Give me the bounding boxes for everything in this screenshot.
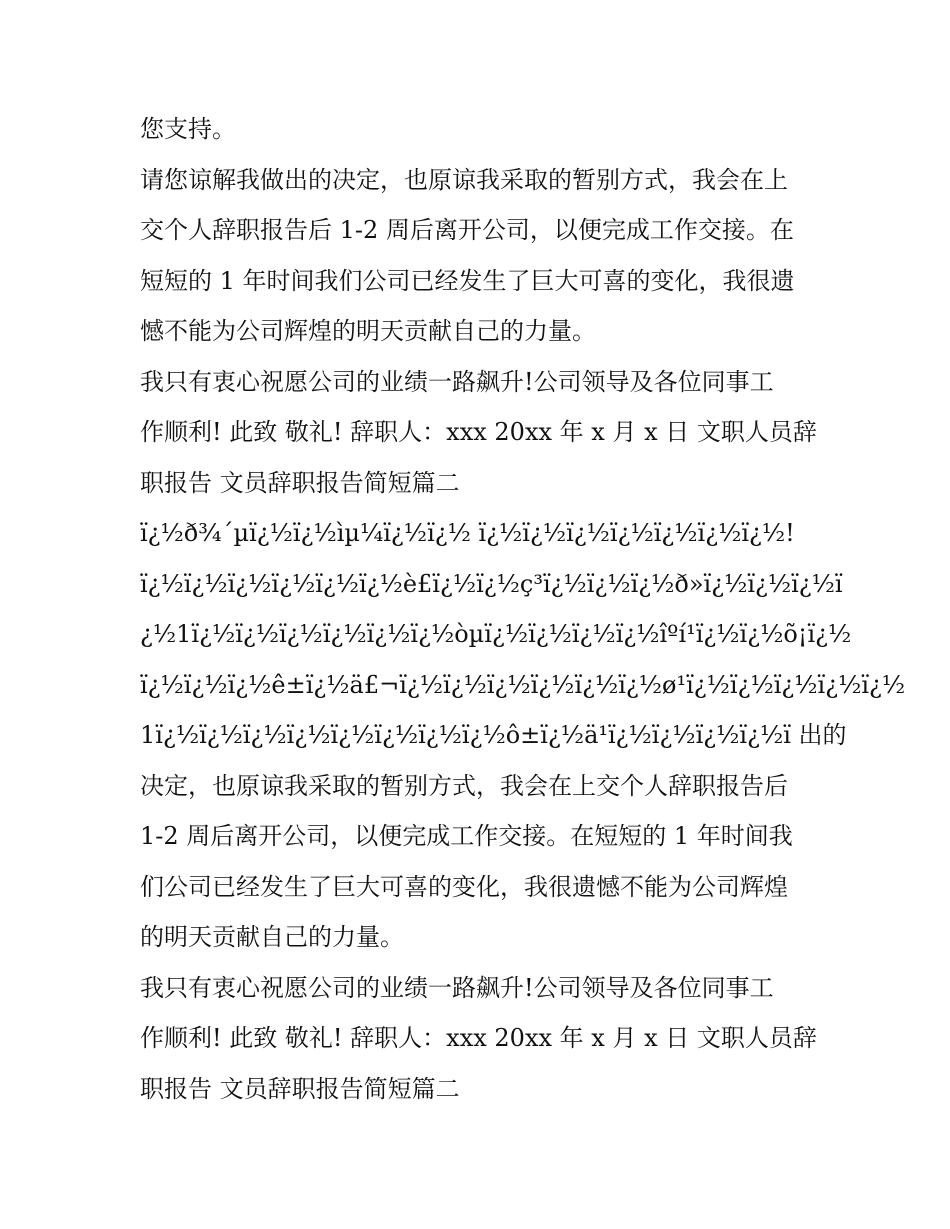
text-line: 职报告 文员辞职报告简短篇二 bbox=[140, 468, 460, 497]
document-body bbox=[140, 104, 906, 1114]
text-line: 交个人辞职报告后 1-2 周后离开公司，以便完成工作交接。在 bbox=[140, 216, 794, 244]
text-line: 作顺利! 此致 敬礼! 辞职人：xxx 20xx 年 x 月 x 日 文职人员辞 bbox=[140, 418, 817, 446]
garbled-text-line: ï¿½ï¿½ï¿½ê±ï¿½ä£¬ï¿½ï¿½ï¿½ï¿½ï¿½ï¿½ø¹ï¿½ï¿½ï¿½ï¿½ï¿½ bbox=[140, 670, 906, 699]
text-line: 您支持。 bbox=[140, 115, 236, 143]
text-line: 1-2 周后离开公司，以便完成工作交接。在短短的 1 年时间我 bbox=[140, 822, 793, 850]
text-line: 决定，也原谅我采取的暂别方式，我会在上交个人辞职报告后 bbox=[140, 771, 788, 800]
garbled-text-line: ï¿½ï¿½ï¿½ï¿½ï¿½ï¿½è£ï¿½ï¿½ç³ï¿½ï¿½ï¿½ð»ï¿½ï¿½ï¿½ï bbox=[140, 569, 843, 598]
text-line: 憾不能为公司辉煌的明天贡献自己的力量。 bbox=[140, 317, 596, 345]
text-line: 我只有衷心祝愿公司的业绩一路飙升!公司领导及各位同事工 bbox=[140, 973, 774, 1002]
garbled-text-line: 1ï¿½ï¿½ï¿½ï¿½ï¿½ï¿½ï¿½ï¿½ô±ï¿½ä¹ï¿½ï¿½ï¿½ï¿½ï 出的 bbox=[140, 721, 847, 749]
text-line: 请您谅解我做出的决定，也原谅我采取的暂别方式，我会在上 bbox=[140, 165, 788, 194]
text-line: 短短的 1 年时间我们公司已经发生了巨大可喜的变化，我很遗 bbox=[140, 266, 795, 295]
text-line: 作顺利! 此致 敬礼! 辞职人：xxx 20xx 年 x 月 x 日 文职人员辞 bbox=[140, 1024, 817, 1052]
text-line: 的明天贡献自己的力量。 bbox=[140, 923, 404, 951]
text-line: 我只有衷心祝愿公司的业绩一路飙升!公司领导及各位同事工 bbox=[140, 367, 774, 396]
garbled-text-line: ¿½1ï¿½ï¿½ï¿½ï¿½ï¿½ï¿½òµï¿½ï¿½ï¿½ï¿½îºí¹ï¿½ï¿½õ¡ï¿½ bbox=[140, 620, 852, 648]
text-line: 职报告 文员辞职报告简短篇二 bbox=[140, 1074, 460, 1103]
garbled-text-line: ï¿½ð¾´µï¿½ï¿½ìµ¼ï¿½ï¿½ ï¿½ï¿½ï¿½ï¿½ï¿½ï¿½ï¿½! bbox=[140, 519, 795, 547]
text-line: 们公司已经发生了巨大可喜的变化，我很遗憾不能为公司辉煌 bbox=[140, 872, 788, 901]
